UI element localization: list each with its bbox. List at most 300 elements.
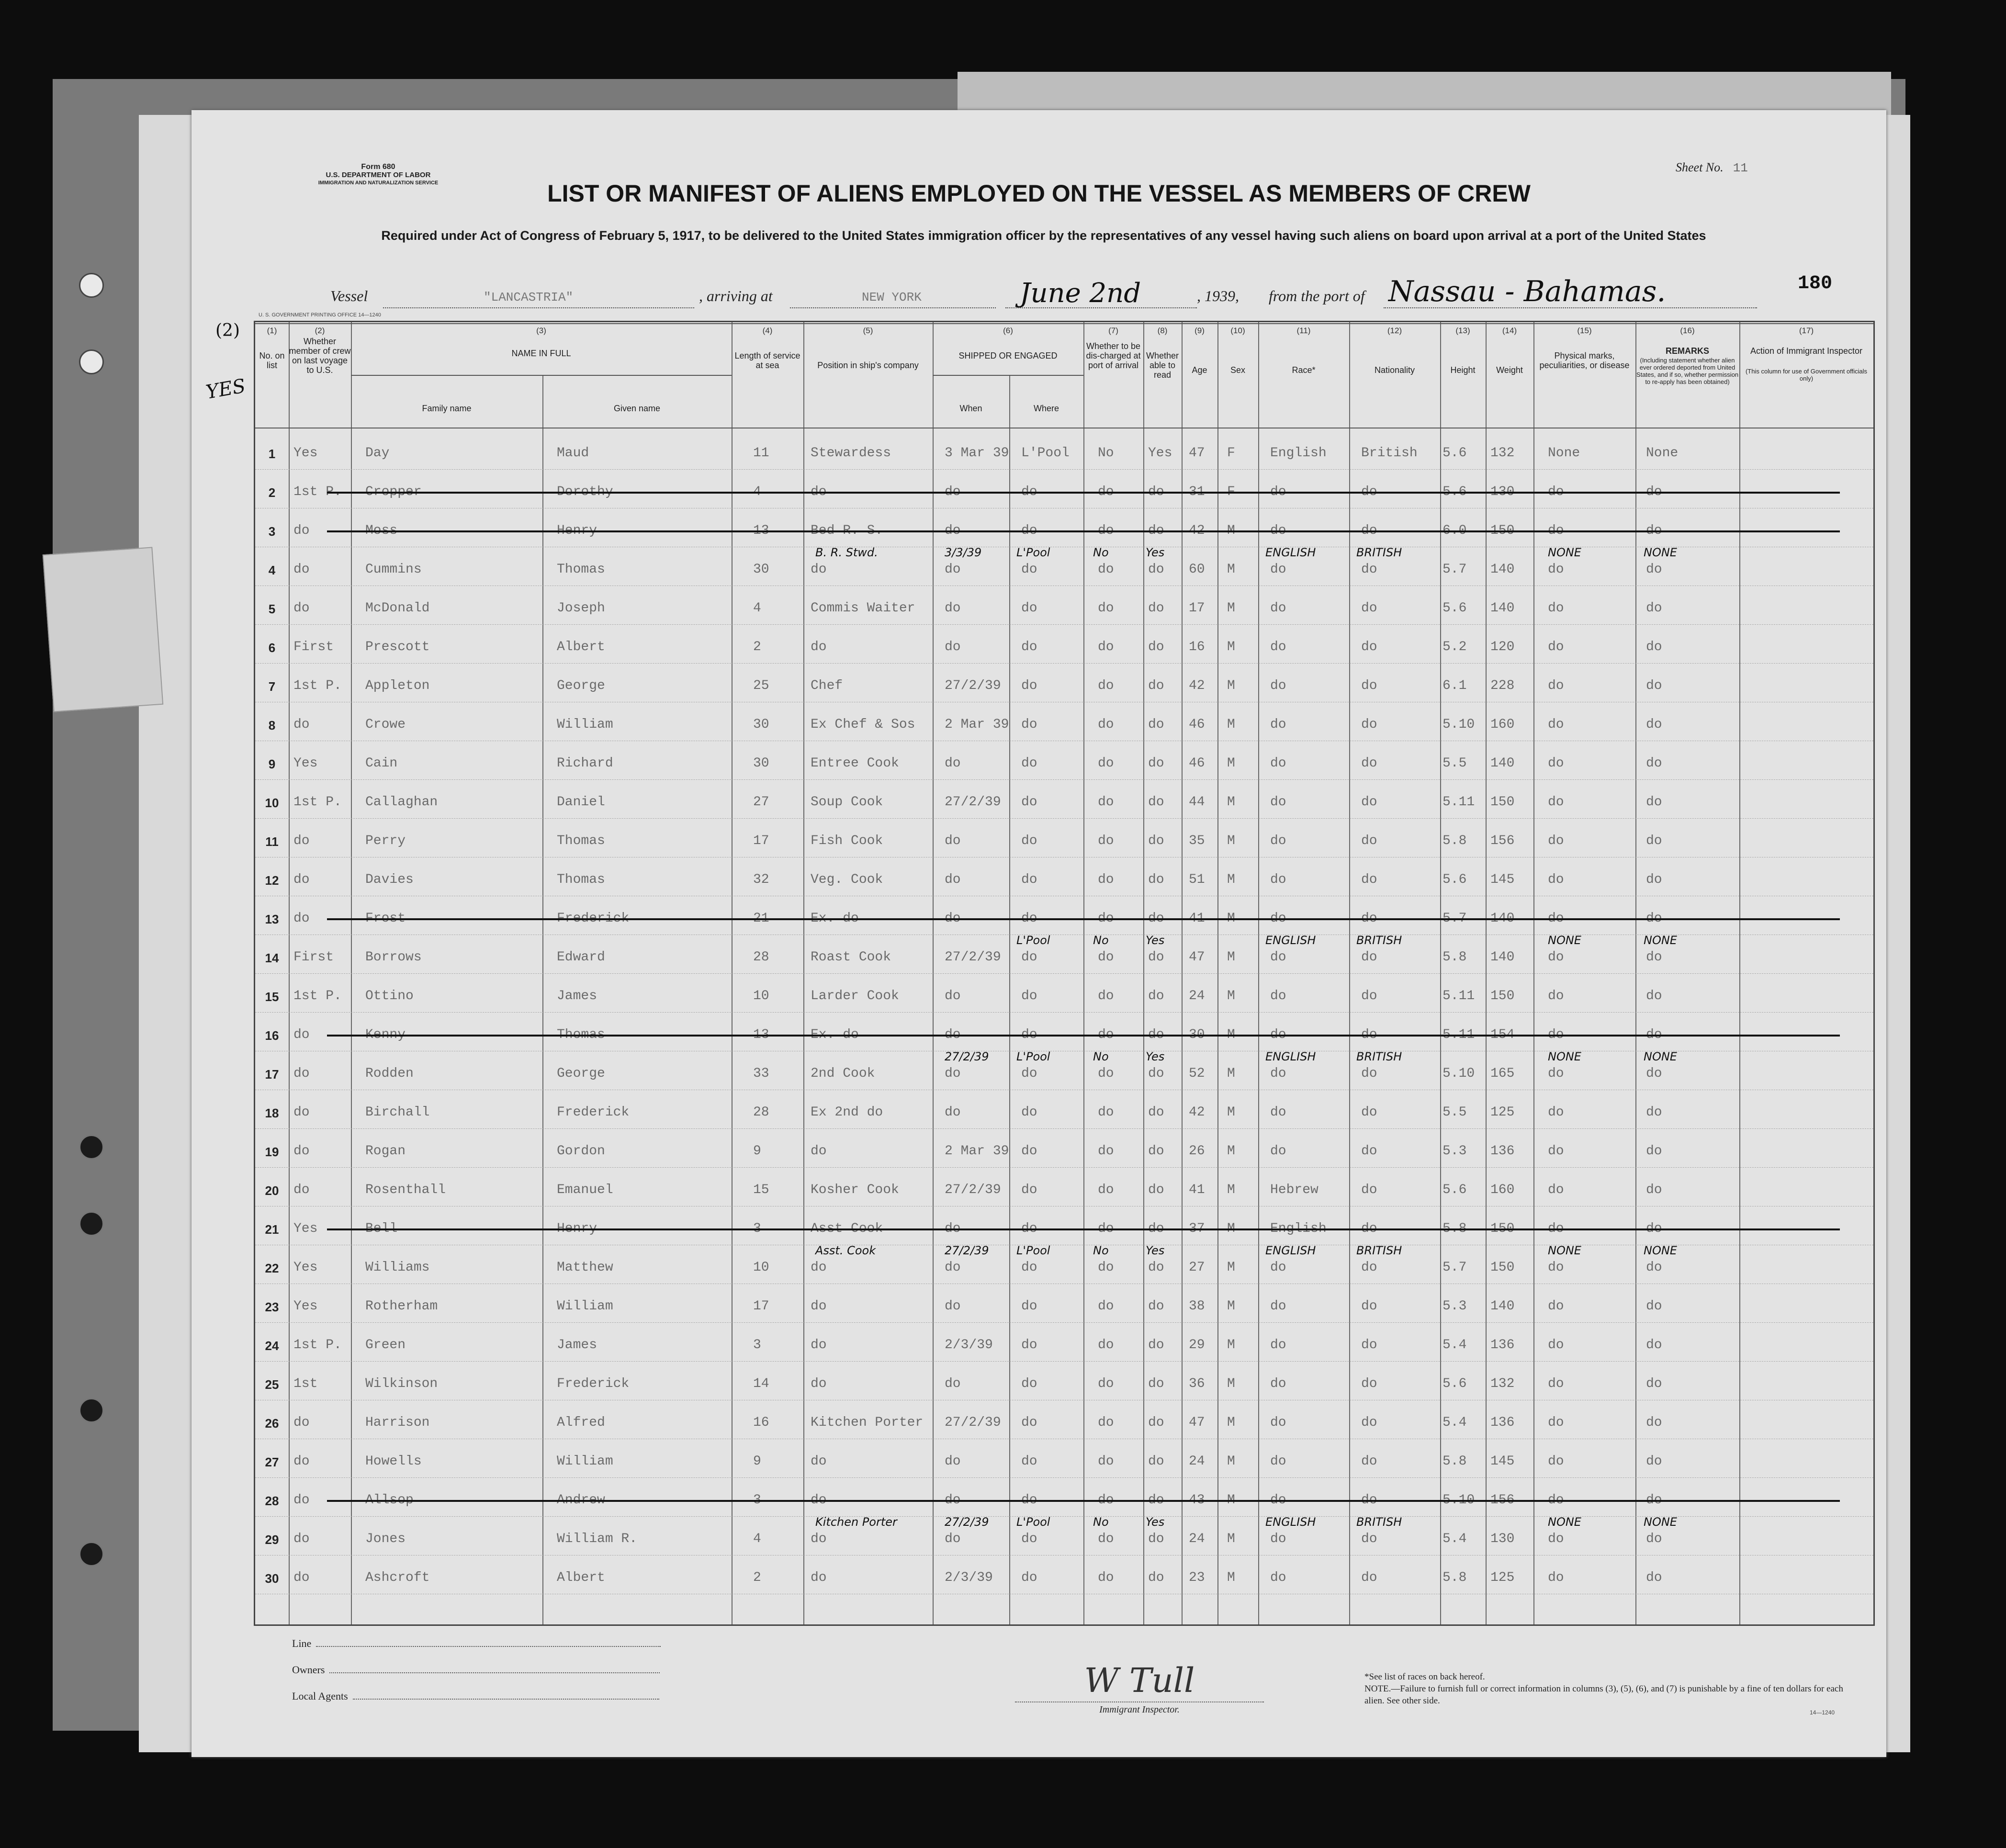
read-cell: do [1148,562,1164,577]
race-cell: do [1270,1066,1286,1081]
position-cell: do [811,1338,827,1352]
service-cell: 30 [753,562,769,577]
family-name-cell: Birchall [365,1105,430,1120]
read-cell: do [1148,911,1164,926]
nationality-cell: do [1361,989,1377,1003]
sex-cell: M [1227,1338,1235,1352]
height-cell: 5.3 [1443,1144,1467,1159]
given-name-cell: Henry [557,523,597,538]
nationality-cell: do [1361,1338,1377,1352]
height-cell: 5.8 [1443,834,1467,848]
race-cell: do [1270,834,1286,848]
nationality-cell: do [1361,1570,1377,1585]
service-cell: 9 [753,1454,761,1469]
row-rule [255,1322,1873,1323]
race-cell: English [1270,446,1327,461]
age-cell: 43 [1189,1493,1205,1508]
read-cell: do [1148,1260,1164,1275]
binder-hole [79,1211,104,1236]
marks-cell: do [1548,1105,1564,1120]
where-cell: do [1021,717,1037,732]
read-cell: do [1148,1338,1164,1352]
given-name-cell: Thomas [557,1027,605,1042]
service-cell: 32 [753,872,769,887]
given-name-cell: Richard [557,756,613,771]
service-cell: 3 [753,1493,761,1508]
crew-table [254,321,1875,1626]
voyage-cell: First [293,950,334,965]
nationality-cell: do [1361,717,1377,732]
when-cell: do [945,1221,961,1236]
age-cell: 46 [1189,756,1205,771]
where-cell: do [1021,950,1037,965]
nationality-cell: do [1361,911,1377,926]
family-name-cell: Rogan [365,1144,406,1159]
when-cell: do [945,911,961,926]
column-number: (11) [1296,326,1311,335]
remarks-cell: do [1646,523,1662,538]
marks-cell: do [1548,640,1564,654]
given-name-cell: Thomas [557,562,605,577]
when-cell: do [945,1376,961,1391]
marks-cell: do [1548,1493,1564,1508]
discharged-cell: do [1098,717,1114,732]
discharged-cell: do [1098,1299,1114,1314]
sex-cell: M [1227,562,1235,577]
race-cell: do [1270,756,1286,771]
handwritten-where: L'Pool [1016,1050,1050,1063]
handwritten-when: 27/2/39 [945,1244,989,1257]
age-cell: 29 [1189,1338,1205,1352]
marks-cell: do [1548,1221,1564,1236]
given-name-cell: William R. [557,1532,638,1546]
marks-cell: do [1548,1376,1564,1391]
weight-cell: 120 [1490,640,1515,654]
inspector-label: Immigrant Inspector. [1015,1702,1264,1715]
position-cell: 2nd Cook [811,1066,875,1081]
line-number: 13 [265,912,279,926]
hdr-last-voyage: Whether member of crew on last voyage to U.S. [289,337,351,375]
strike-through-line [327,1035,1840,1037]
height-cell: 5.10 [1443,717,1475,732]
line-number: 1 [268,447,276,461]
given-name-cell: Henry [557,1221,597,1236]
when-cell: do [945,485,961,499]
handwritten-disch: No [1093,1515,1109,1529]
service-cell: 4 [753,601,761,616]
hdr-family-name: Family name [422,404,472,413]
read-cell: do [1148,1493,1164,1508]
weight-cell: 156 [1490,1493,1515,1508]
discharged-cell: do [1098,1066,1114,1081]
binder-hole [79,1398,104,1423]
position-cell: Veg. Cook [811,872,883,887]
where-cell: do [1021,1221,1037,1236]
binder-hole [79,273,104,298]
line-number: 20 [265,1183,279,1198]
age-cell: 46 [1189,717,1205,732]
line-number: 24 [265,1339,279,1353]
hdr-sex: Sex [1230,365,1246,375]
remarks-cell: do [1646,1338,1662,1352]
row-rule [255,973,1873,974]
family-name-cell: Prescott [365,640,430,654]
where-cell: do [1021,1570,1037,1585]
voyage-cell: 1st P. [293,678,342,693]
handwritten-race: ENGLISH [1265,1515,1316,1529]
handwritten-nat: BRITISH [1356,1515,1402,1529]
nationality-cell: do [1361,1299,1377,1314]
arriving-underline [790,307,996,308]
discharged-cell: do [1098,1532,1114,1546]
marks-cell: None [1548,446,1580,461]
footer-owners [292,1664,660,1676]
remarks-cell: do [1646,1415,1662,1430]
when-cell: do [945,1532,961,1546]
sex-cell: M [1227,1066,1235,1081]
voyage-cell: Yes [293,446,318,461]
line-number: 30 [265,1571,279,1586]
handwritten-race: ENGLISH [1265,1244,1316,1257]
line-number: 2 [268,485,276,500]
voyage-cell: do [293,872,310,887]
race-cell: Hebrew [1270,1183,1319,1197]
strike-through-line [327,492,1840,494]
family-name-cell: Cain [365,756,398,771]
handwritten-where: L'Pool [1016,1515,1050,1529]
discharged-cell: No [1098,446,1114,461]
service-cell: 25 [753,678,769,693]
service-cell: 3 [753,1221,761,1236]
handwritten-where: L'Pool [1016,1244,1050,1257]
column-number: (7) [1108,326,1118,335]
when-cell: 27/2/39 [945,795,1001,810]
position-cell: do [811,1493,827,1508]
weight-cell: 132 [1490,1376,1515,1391]
weight-cell: 130 [1490,485,1515,499]
handwritten-when: 3/3/39 [945,546,982,559]
voyage-cell: do [293,1454,310,1469]
binder-hole [79,1542,104,1566]
voyage-cell: do [293,523,310,538]
height-cell: 5.10 [1443,1493,1475,1508]
given-name-cell: William [557,1454,613,1469]
line-number: 4 [268,563,276,577]
handwritten-position: Kitchen Porter [815,1515,897,1529]
when-cell: 2/3/39 [945,1570,993,1585]
where-cell: do [1021,911,1037,926]
race-cell: do [1270,485,1286,499]
discharged-cell: do [1098,834,1114,848]
given-name-cell: James [557,989,597,1003]
handwritten-nat: BRITISH [1356,1244,1402,1257]
voyage-cell: 1st P. [293,1338,342,1352]
column-number: (10) [1230,326,1245,335]
height-cell: 5.6 [1443,1183,1467,1197]
voyage-cell: do [293,1532,310,1546]
weight-cell: 150 [1490,795,1515,810]
remarks-cell: do [1646,756,1662,771]
weight-cell: 140 [1490,601,1515,616]
nationality-cell: do [1361,1221,1377,1236]
race-cell: do [1270,872,1286,887]
line-number: 22 [265,1261,279,1275]
family-name-cell: Allsop [365,1493,414,1508]
handwritten-race: ENGLISH [1265,934,1316,947]
race-cell: do [1270,989,1286,1003]
where-cell: do [1021,1493,1037,1508]
remarks-cell: do [1646,795,1662,810]
column-number: (8) [1157,326,1168,335]
row-rule [255,1128,1873,1129]
handwritten-remarks: NONE [1644,934,1677,947]
position-cell: Ex 2nd do [811,1105,883,1120]
handwritten-when: 27/2/39 [945,1515,989,1529]
marks-cell: do [1548,950,1564,965]
given-name-cell: George [557,1066,605,1081]
remarks-cell: do [1646,1144,1662,1159]
voyage-cell: do [293,1183,310,1197]
handwritten-disch: No [1093,546,1109,559]
when-cell: do [945,640,961,654]
nationality-cell: British [1361,446,1418,461]
sex-cell: M [1227,1570,1235,1585]
column-number: (15) [1577,326,1592,335]
marks-cell: do [1548,1532,1564,1546]
discharged-cell: do [1098,1376,1114,1391]
remarks-cell: do [1646,562,1662,577]
nationality-cell: do [1361,1493,1377,1508]
line-number: 16 [265,1028,279,1043]
nationality-cell: do [1361,1027,1377,1042]
age-cell: 42 [1189,678,1205,693]
race-cell: do [1270,562,1286,577]
line-number: 21 [265,1222,279,1237]
discharged-cell: do [1098,678,1114,693]
service-cell: 2 [753,640,761,654]
footnote-races: *See list of races on back hereof. [1364,1672,1485,1682]
given-name-cell: William [557,717,613,732]
family-name-cell: Davies [365,872,414,887]
height-cell: 6.1 [1443,678,1467,693]
nationality-cell: do [1361,485,1377,499]
line-number: 25 [265,1377,279,1392]
column-number: (14) [1502,326,1517,335]
position-cell: Stewardess [811,446,891,461]
given-name-cell: Albert [557,1570,605,1585]
service-cell: 33 [753,1066,769,1081]
marks-cell: do [1548,523,1564,538]
when-cell: 27/2/39 [945,1183,1001,1197]
where-cell: do [1021,1144,1037,1159]
read-cell: do [1148,1066,1164,1081]
remarks-cell: None [1646,446,1679,461]
service-cell: 4 [753,1532,761,1546]
position-cell: do [811,1570,827,1585]
discharged-cell: do [1098,601,1114,616]
given-name-cell: Frederick [557,1376,630,1391]
margin-annotation: (2) [215,321,240,340]
column-number: (3) [536,326,546,335]
position-cell: Fish Cook [811,834,883,848]
nationality-cell: do [1361,1376,1377,1391]
nationality-cell: do [1361,678,1377,693]
row-rule [255,469,1873,470]
row-rule [255,779,1873,780]
voyage-cell: do [293,1066,310,1081]
line-number: 19 [265,1145,279,1159]
age-cell: 30 [1189,1027,1205,1042]
marks-cell: do [1548,989,1564,1003]
family-name-cell: Cropper [365,485,422,499]
sex-cell: F [1227,446,1235,461]
position-cell: Entree Cook [811,756,899,771]
age-cell: 42 [1189,1105,1205,1120]
position-cell: Soup Cook [811,795,883,810]
remarks-cell: do [1646,872,1662,887]
marks-cell: do [1548,756,1564,771]
handwritten-read: Yes [1146,1244,1165,1257]
service-cell: 28 [753,1105,769,1120]
sex-cell: M [1227,640,1235,654]
marks-cell: do [1548,1066,1564,1081]
given-name-cell: Maud [557,446,589,461]
read-cell: do [1148,795,1164,810]
age-cell: 37 [1189,1221,1205,1236]
age-cell: 24 [1189,1532,1205,1546]
handwritten-disch: No [1093,934,1109,947]
given-name-cell: Andrew [557,1493,605,1508]
handwritten-marks: NONE [1548,1244,1581,1257]
when-cell: do [945,1260,961,1275]
height-cell: 5.5 [1443,756,1467,771]
where-cell: do [1021,756,1037,771]
height-cell: 5.7 [1443,562,1467,577]
handwritten-nat: BRITISH [1356,934,1402,947]
given-name-cell: James [557,1338,597,1352]
weight-cell: 145 [1490,872,1515,887]
line-number: 6 [268,641,276,655]
voyage-cell: do [293,1144,310,1159]
family-name-cell: Harrison [365,1415,430,1430]
nationality-cell: do [1361,1105,1377,1120]
where-cell: do [1021,1338,1037,1352]
line-number: 11 [265,834,279,849]
height-cell: 5.6 [1443,1376,1467,1391]
where-cell: do [1021,1066,1037,1081]
remarks-cell: do [1646,601,1662,616]
agents-label: Local Agents [292,1690,348,1702]
nationality-cell: do [1361,1260,1377,1275]
where-cell: do [1021,1454,1037,1469]
handwritten-marks: NONE [1548,934,1581,947]
family-name-cell: Rotherham [365,1299,438,1314]
sex-cell: M [1227,795,1235,810]
family-name-cell: Callaghan [365,795,438,810]
sex-cell: M [1227,717,1235,732]
family-name-cell: Williams [365,1260,430,1275]
nationality-cell: do [1361,601,1377,616]
footnote [1364,1671,1843,1707]
race-cell: do [1270,795,1286,810]
strike-through-line [327,1500,1840,1502]
discharged-cell: do [1098,756,1114,771]
weight-cell: 150 [1490,523,1515,538]
voyage-cell: do [293,911,310,926]
hdr-shipped-engaged: SHIPPED OR ENGAGED [958,351,1058,361]
line-number: 18 [265,1106,279,1120]
nationality-cell: do [1361,795,1377,810]
voyage-cell: 1st P. [293,485,342,499]
service-cell: 30 [753,717,769,732]
age-cell: 47 [1189,446,1205,461]
hdr-nationality: Nationality [1374,365,1415,375]
service-cell: 27 [753,795,769,810]
binder-hole [79,1135,104,1160]
handwritten-position: B. R. Stwd. [815,546,878,559]
when-cell: do [945,1299,961,1314]
discharged-cell: do [1098,795,1114,810]
line-number: 3 [268,524,276,539]
sex-cell: M [1227,1299,1235,1314]
weight-cell: 140 [1490,911,1515,926]
position-cell: Commis Waiter [811,601,915,616]
discharged-cell: do [1098,950,1114,965]
age-cell: 16 [1189,640,1205,654]
remarks-cell: do [1646,1105,1662,1120]
sheet-value: 11 [1733,161,1748,175]
handwritten-when: 27/2/39 [945,1050,989,1063]
line-number: 27 [265,1455,279,1469]
remarks-cell: do [1646,1493,1662,1508]
service-cell: 14 [753,1376,769,1391]
row-rule [255,1477,1873,1478]
nationality-cell: do [1361,872,1377,887]
marks-cell: do [1548,795,1564,810]
when-cell: 2/3/39 [945,1338,993,1352]
read-cell: do [1148,950,1164,965]
hdr-discharged: Whether to be dis-charged at port of arrival [1086,341,1141,370]
discharged-cell: do [1098,1144,1114,1159]
race-cell: do [1270,1415,1286,1430]
where-cell: do [1021,1532,1037,1546]
sex-cell: M [1227,872,1235,887]
nationality-cell: do [1361,834,1377,848]
read-cell: do [1148,756,1164,771]
when-cell: do [945,989,961,1003]
race-cell: do [1270,1454,1286,1469]
handwritten-position: Asst. Cook [815,1244,876,1257]
column-number: (9) [1195,326,1205,335]
weight-cell: 130 [1490,1532,1515,1546]
nationality-cell: do [1361,756,1377,771]
marks-cell: do [1548,1454,1564,1469]
read-cell: do [1148,1454,1164,1469]
position-cell: do [811,1532,827,1546]
age-cell: 36 [1189,1376,1205,1391]
row-rule [255,1012,1873,1013]
given-name-cell: Matthew [557,1260,613,1275]
discharged-cell: do [1098,485,1114,499]
given-name-cell: Emanuel [557,1183,613,1197]
column-number: (1) [267,326,277,335]
read-cell: do [1148,601,1164,616]
remarks-cell: do [1646,1066,1662,1081]
weight-cell: 125 [1490,1570,1515,1585]
when-cell: do [945,1493,961,1508]
read-cell: do [1148,1570,1164,1585]
race-cell: do [1270,1144,1286,1159]
